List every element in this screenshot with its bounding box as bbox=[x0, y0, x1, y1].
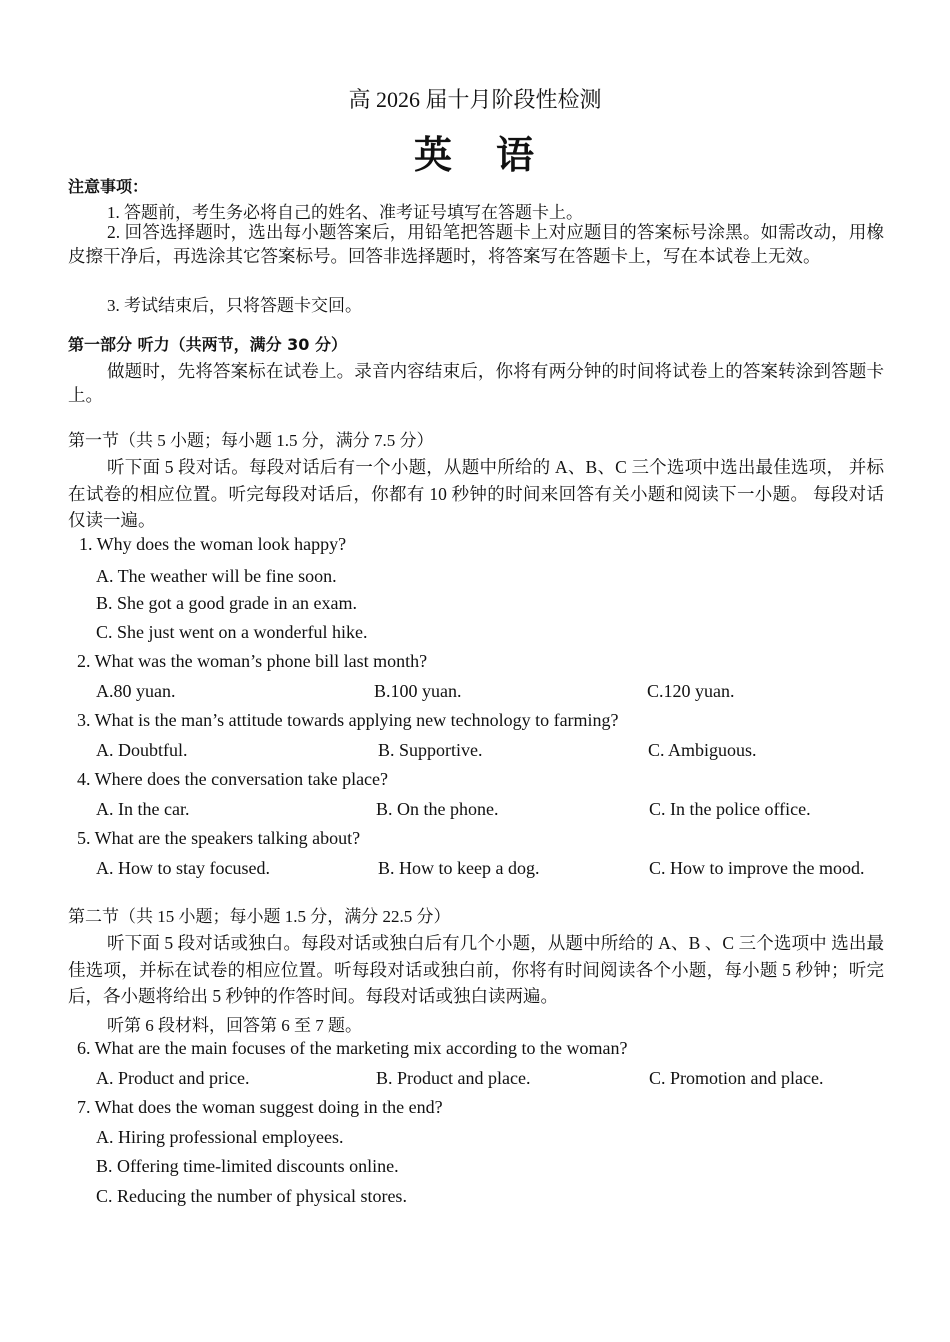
q2-option-b: B.100 yuan. bbox=[374, 681, 462, 701]
q4-option-a: A. In the car. bbox=[96, 799, 190, 819]
q7-option-c: C. Reducing the number of physical stores. bbox=[96, 1186, 407, 1206]
notice-item-3: 3. 考试结束后，只将答题卡交回。 bbox=[107, 296, 362, 315]
notice-item-1: 1. 答题前，考生务必将自己的姓名、准考证号填写在答题卡上。 bbox=[107, 203, 583, 222]
q3-option-c: C. Ambiguous. bbox=[648, 740, 757, 760]
q1-option-c: C. She just went on a wonderful hike. bbox=[96, 622, 368, 642]
question-6: 6. What are the main focuses of the marketing mix according to the woman? bbox=[77, 1038, 628, 1058]
subject-char-2: 语 bbox=[496, 133, 537, 177]
q2-option-a: A.80 yuan. bbox=[96, 681, 176, 701]
section2-instructions: 听下面 5 段对话或独白。每段对话或独白后有几个小题，从题中所给的 A、B 、C 三个选项中 选出最佳选项，并标在试卷的相应位置。听每段对话或独白前，你将有时间阅读各个小题，每小题 5 秒钟；听完后，各小题将给出 5 秒钟的作答时间。每段对话或独白读两遍。 bbox=[68, 933, 884, 1006]
q2-option-c: C.120 yuan. bbox=[647, 681, 735, 701]
section1-instructions: 听下面 5 段对话。每段对话后有一个小题，从题中所给的 A、B、C 三个选项中选出最佳选项， 并标在试卷的相应位置。听完每段对话后，你都有 10 秒钟的时间来回答有关小题和阅读下一小题。 每段对话仅读一遍。 bbox=[68, 457, 884, 530]
q1-option-b: B. She got a good grade in an exam. bbox=[96, 593, 357, 613]
notice-heading: 注意事项： bbox=[68, 177, 149, 196]
q6-option-b: B. Product and place. bbox=[376, 1068, 531, 1088]
q4-option-b: B. On the phone. bbox=[376, 799, 499, 819]
section1-heading: 第一节（共 5 小题；每小题 1.5 分，满分 7.5 分） bbox=[68, 431, 434, 450]
q5-option-c: C. How to improve the mood. bbox=[649, 858, 865, 878]
q6-option-a: A. Product and price. bbox=[96, 1068, 250, 1088]
part1-heading: 第一部分 听力（共两节，满分 30 分） bbox=[68, 335, 347, 354]
q3-option-b: B. Supportive. bbox=[378, 740, 483, 760]
q1-option-a: A. The weather will be fine soon. bbox=[96, 566, 337, 586]
section2-heading: 第二节（共 15 小题；每小题 1.5 分，满分 22.5 分） bbox=[68, 907, 451, 926]
question-2: 2. What was the woman’s phone bill last month? bbox=[77, 651, 428, 671]
notice-item-2: 2. 回答选择题时，选出每小题答案后，用铅笔把答题卡上对应题目的答案标号涂黑。如需改动，用橡皮擦干净后，再选涂其它答案标号。回答非选择题时，将答案写在答题卡上，写在本试卷上无效。 bbox=[68, 222, 884, 266]
question-5: 5. What are the speakers talking about? bbox=[77, 828, 361, 848]
q7-option-a: A. Hiring professional employees. bbox=[96, 1127, 344, 1147]
question-1: 1. Why does the woman look happy? bbox=[79, 534, 347, 554]
q3-option-a: A. Doubtful. bbox=[96, 740, 188, 760]
subject-char-1: 英 bbox=[413, 133, 454, 177]
exam-title: 高 2026 届十月阶段性检测 bbox=[348, 87, 602, 112]
q5-option-b: B. How to keep a dog. bbox=[378, 858, 540, 878]
q7-option-b: B. Offering time-limited discounts online. bbox=[96, 1156, 399, 1176]
q5-option-a: A. How to stay focused. bbox=[96, 858, 270, 878]
question-4: 4. Where does the conversation take place? bbox=[77, 769, 389, 789]
question-7: 7. What does the woman suggest doing in the end? bbox=[77, 1097, 443, 1117]
q4-option-c: C. In the police office. bbox=[649, 799, 811, 819]
part1-intro: 做题时，先将答案标在试卷上。录音内容结束后，你将有两分钟的时间将试卷上的答案转涂到答题卡上。 bbox=[68, 361, 884, 405]
question-3: 3. What is the man’s attitude towards applying new technology to farming? bbox=[77, 710, 619, 730]
q6-option-c: C. Promotion and place. bbox=[649, 1068, 824, 1088]
material-note: 听第 6 段材料，回答第 6 至 7 题。 bbox=[107, 1016, 362, 1035]
subject-title bbox=[0, 124, 950, 179]
